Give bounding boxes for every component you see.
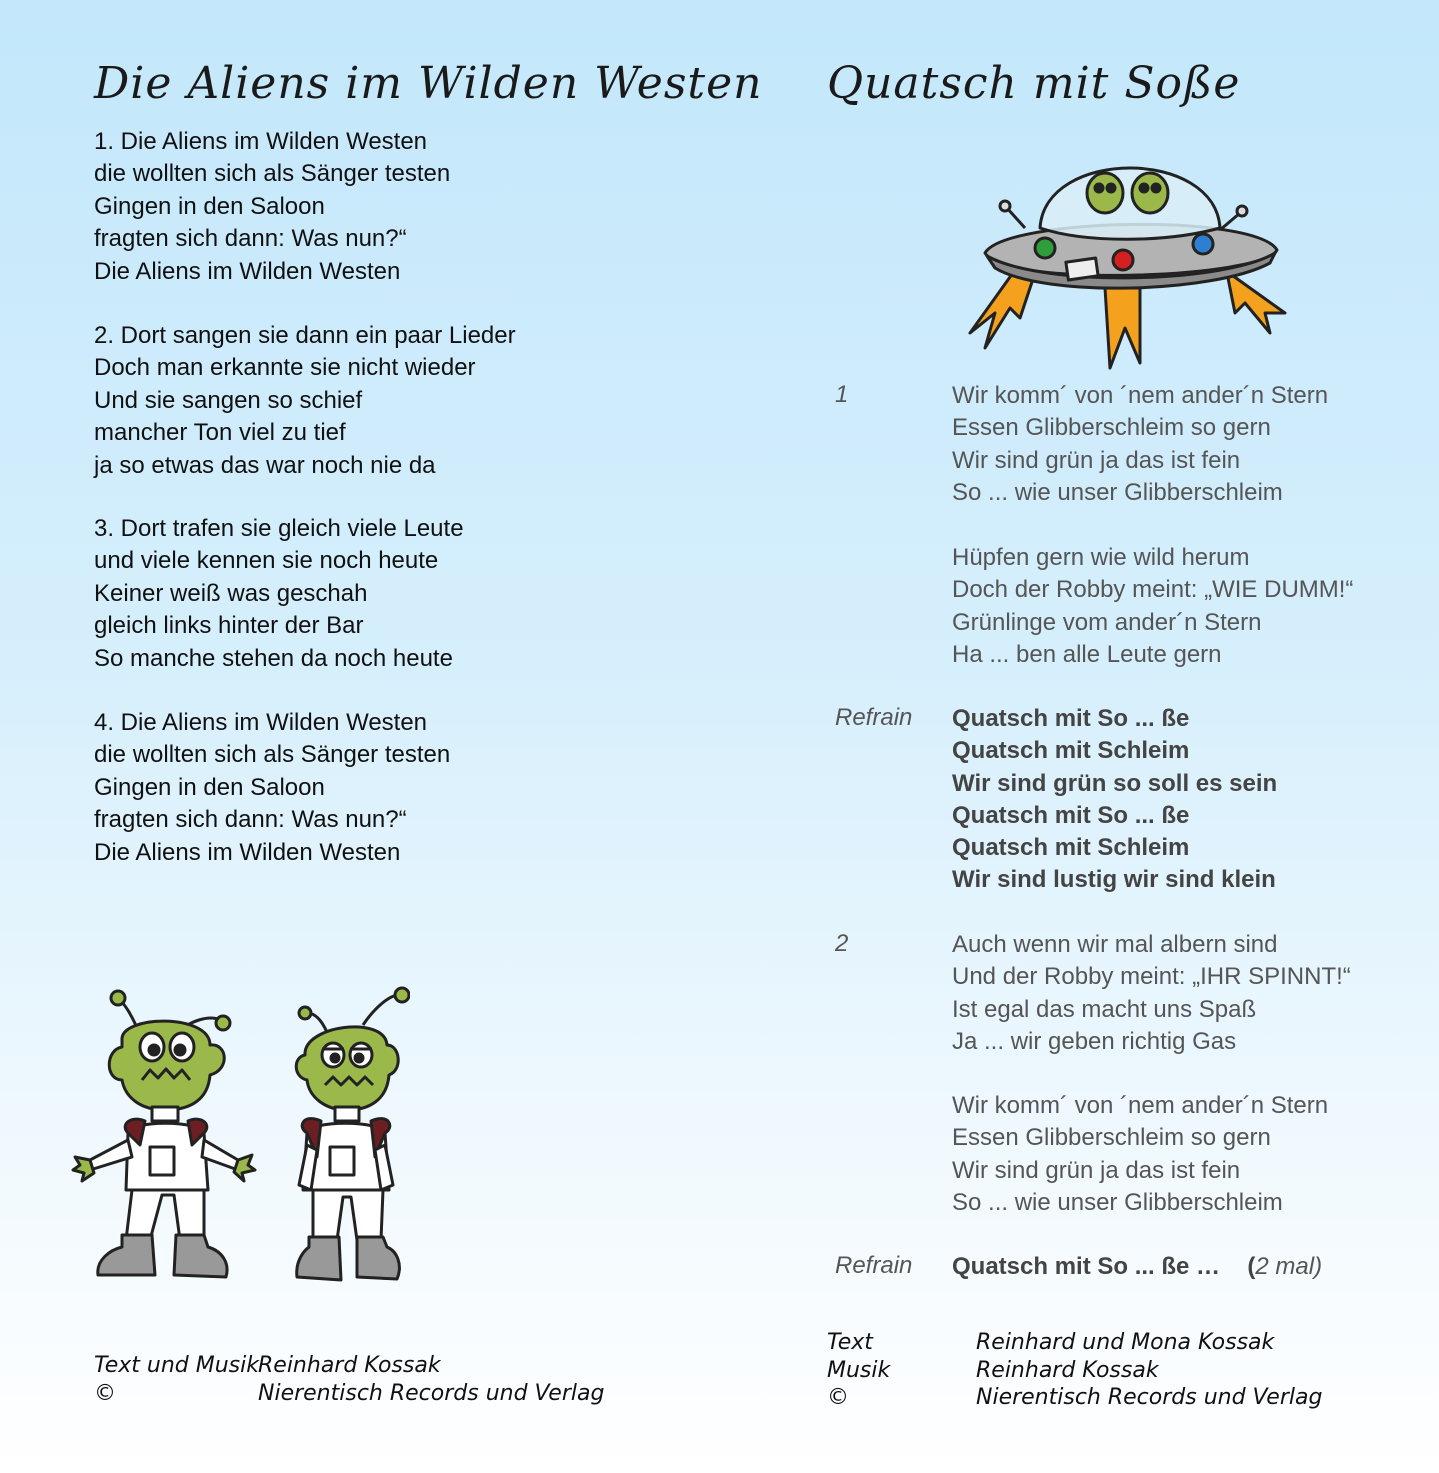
refrain-2-paren: (	[1247, 1253, 1256, 1280]
lyric-line: Keiner weiß was geschah	[94, 579, 368, 607]
lyric-line: ja so etwas das war noch nie da	[94, 451, 436, 479]
lyric-line: die wollten sich als Sänger testen	[94, 741, 451, 769]
lyric-line: Wir komm´ von ´nem ander´n Stern	[952, 382, 1329, 409]
lyric-line: Doch der Robby meint: „WIE DUMM!“	[952, 576, 1354, 604]
lyric-line: Wir sind grün ja das ist fein	[952, 1156, 1241, 1184]
left-stanza-4	[94, 707, 450, 869]
lyric-line: 3. Dort trafen sie gleich viele Leute	[94, 515, 464, 542]
lyric-line: Ha ... ben alle Leute gern	[952, 640, 1222, 668]
lyric-line: Wir komm´ von ´nem ander´n Stern	[952, 1092, 1329, 1119]
verse-1-part-b	[952, 542, 1353, 671]
lyric-line: Gingen in den Saloon	[94, 773, 325, 801]
left-credits-label-2: ©	[94, 1381, 116, 1406]
lyric-line: fragten sich dann: Was nun?“	[94, 225, 407, 253]
right-credits-value-3: Nierentisch Records und Verlag	[976, 1385, 1323, 1410]
lyric-line: Quatsch mit So ... ße	[952, 705, 1190, 732]
left-song-title: Die Aliens im Wilden Westen	[94, 58, 763, 109]
refrain-2-line	[952, 1251, 1322, 1283]
right-song-title: Quatsch mit Soße	[827, 58, 1241, 109]
lyric-line: Doch man erkannte sie nicht wieder	[94, 354, 476, 382]
refrain-2-repeat: 2 mal)	[1255, 1253, 1323, 1280]
lyric-line: Und der Robby meint: „IHR SPINNT!“	[952, 963, 1351, 991]
lyric-line: Quatsch mit Schleim	[952, 834, 1190, 862]
lyric-line: 1. Die Aliens im Wilden Westen	[94, 128, 428, 155]
left-stanza-3	[94, 513, 464, 675]
lyric-line: 4. Die Aliens im Wilden Westen	[94, 709, 428, 736]
lyric-line: 2. Dort sangen sie dann ein paar Lieder	[94, 322, 516, 349]
verse-2-part-a	[952, 929, 1351, 1058]
lyric-line: Grünlinge vom ander´n Stern	[952, 608, 1262, 636]
right-credits-value-1: Reinhard und Mona Kossak	[976, 1330, 1275, 1355]
lyric-line: Die Aliens im Wilden Westen	[94, 257, 401, 285]
verse-1-label: 1	[835, 381, 849, 408]
left-credits-label-1: Text und Musik	[94, 1353, 259, 1378]
lyric-line: Wir sind grün so soll es sein	[952, 769, 1278, 797]
verse-2-label: 2	[835, 930, 849, 957]
lyric-line: gleich links hinter der Bar	[94, 612, 364, 640]
lyric-line: So ... wie unser Glibberschleim	[952, 1188, 1283, 1216]
right-credits-value-2: Reinhard Kossak	[976, 1358, 1159, 1383]
lyric-line: die wollten sich als Sänger testen	[94, 160, 451, 188]
lyric-line: Quatsch mit So ... ße	[952, 801, 1190, 829]
refrain-label: Refrain	[835, 704, 913, 731]
lyric-line: Ist egal das macht uns Spaß	[952, 995, 1257, 1023]
right-credits-label-1: Text	[827, 1330, 873, 1355]
ufo-illustration	[965, 138, 1295, 373]
lyric-line: Und sie sangen so schief	[94, 386, 363, 414]
left-credits-value-1: Reinhard Kossak	[258, 1353, 441, 1378]
lyric-line: Essen Glibberschleim so gern	[952, 1124, 1271, 1152]
lyric-line: Die Aliens im Wilden Westen	[94, 838, 401, 866]
lyric-line: Hüpfen gern wie wild herum	[952, 544, 1250, 571]
refrain-2-label: Refrain	[835, 1252, 913, 1279]
lyric-line: und viele kennen sie noch heute	[94, 547, 439, 575]
lyric-line: mancher Ton viel zu tief	[94, 419, 346, 447]
lyric-line: Gingen in den Saloon	[94, 192, 325, 220]
right-credits-label-2: Musik	[827, 1358, 891, 1383]
left-stanza-1	[94, 126, 450, 288]
right-credits-label-3: ©	[827, 1385, 849, 1410]
lyric-line: Essen Glibberschleim so gern	[952, 414, 1271, 442]
lyric-line: Auch wenn wir mal albern sind	[952, 931, 1278, 958]
left-stanza-2	[94, 320, 516, 482]
lyric-line: Quatsch mit Schleim	[952, 737, 1190, 765]
refrain-2-text: Quatsch mit So ... ße …	[952, 1253, 1221, 1280]
verse-1-part-a	[952, 380, 1328, 509]
lyric-line: Wir sind grün ja das ist fein	[952, 446, 1241, 474]
lyric-line: So manche stehen da noch heute	[94, 644, 453, 672]
verse-2-part-b	[952, 1090, 1328, 1219]
lyric-line: fragten sich dann: Was nun?“	[94, 806, 407, 834]
two-aliens-illustration	[70, 985, 410, 1290]
lyric-line: Wir sind lustig wir sind klein	[952, 866, 1276, 894]
lyric-line: So ... wie unser Glibberschleim	[952, 478, 1283, 506]
lyric-line: Ja ... wir geben richtig Gas	[952, 1027, 1237, 1055]
refrain	[952, 703, 1277, 897]
left-credits-value-2: Nierentisch Records und Verlag	[258, 1381, 605, 1406]
